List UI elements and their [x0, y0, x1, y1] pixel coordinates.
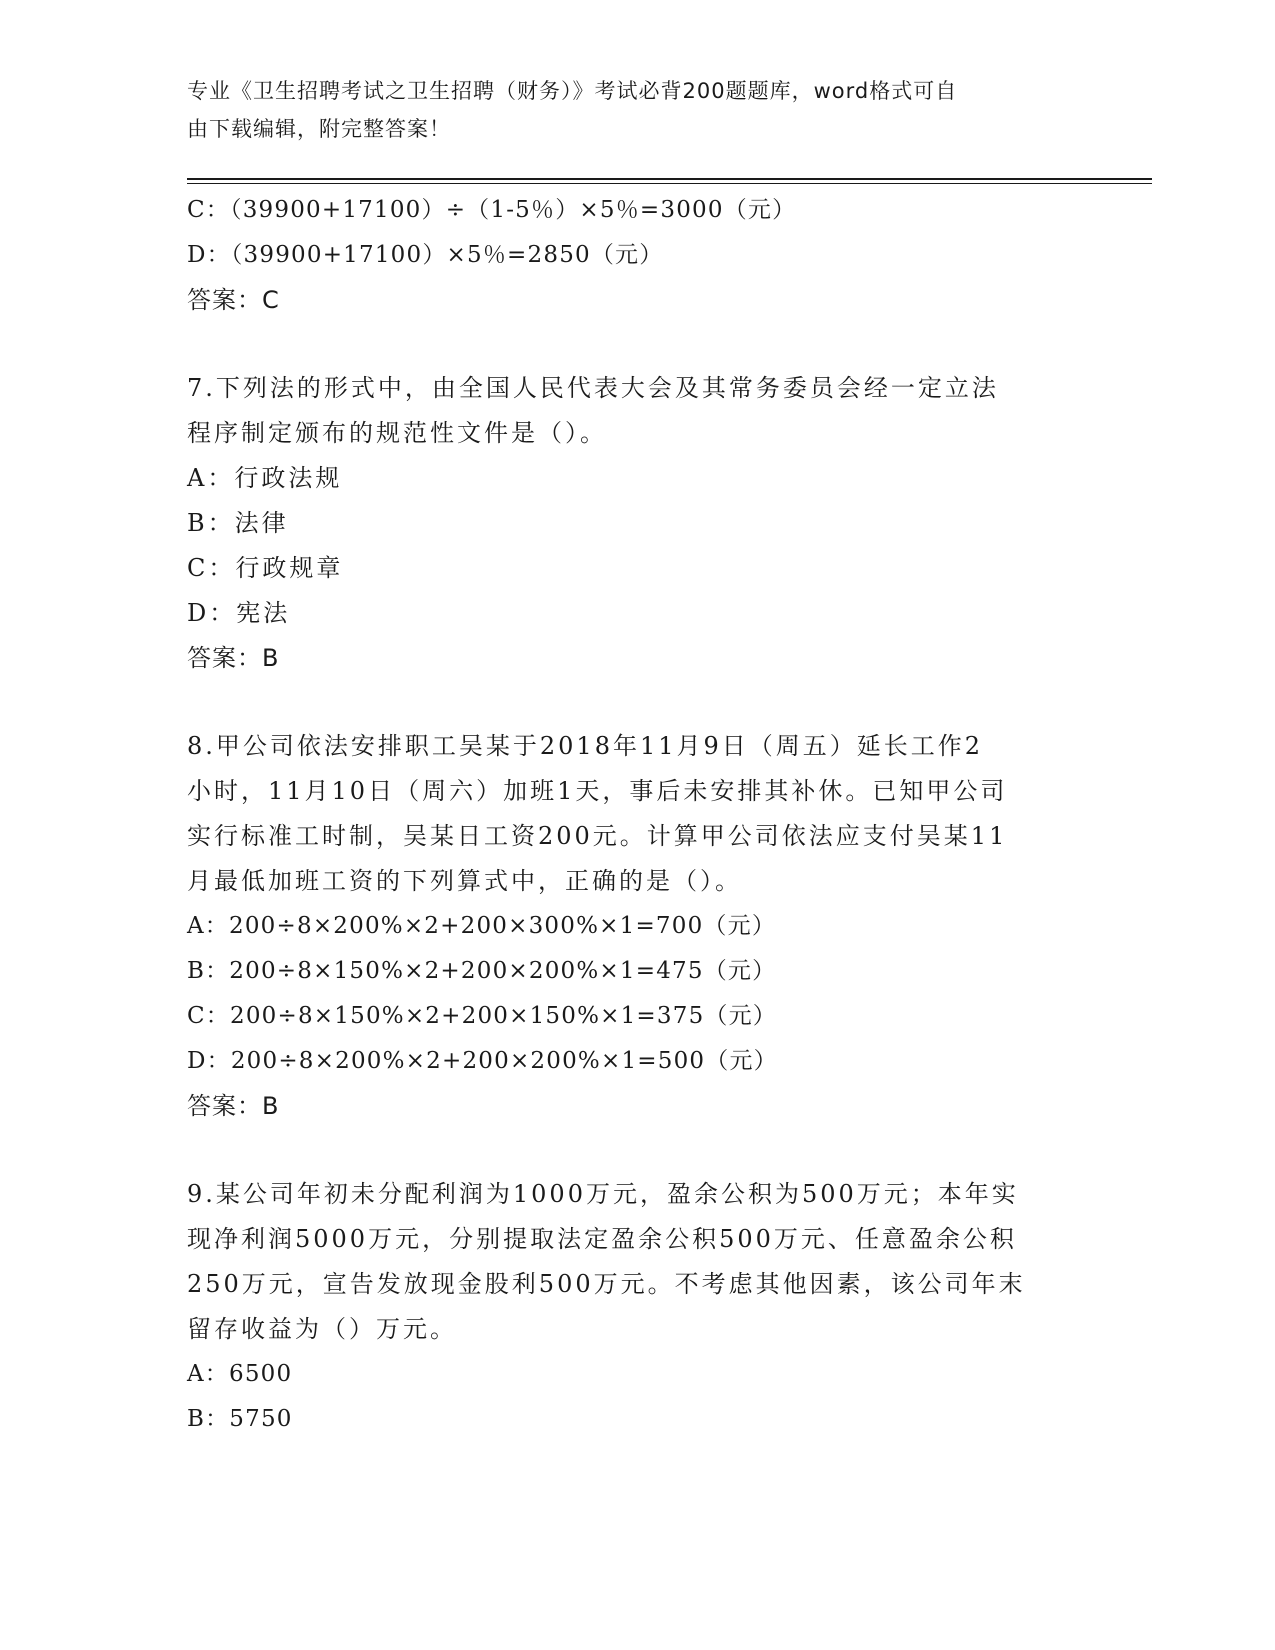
option-c: C：行政规章	[187, 554, 344, 582]
option-b: B：5750	[187, 1406, 293, 1432]
question-text: 现净利润5000万元，分别提取法定盈余公积500万元、任意盈余公积	[187, 1225, 1017, 1253]
answer: 答案：B	[187, 644, 280, 672]
header-line-1: 专业《卫生招聘考试之卫生招聘（财务）》考试必背200题题库，word格式可自	[187, 79, 958, 103]
question-text: 9.某公司年初未分配利润为1000万元，盈余公积为500万元；本年实	[187, 1180, 1019, 1208]
option-d: D：（39900+17100）×5％=2850（元）	[187, 242, 664, 268]
question-text: 8.甲公司依法安排职工吴某于2018年11月9日（周五）延长工作2	[187, 732, 984, 760]
question-text: 程序制定颁布的规范性文件是（）。	[187, 419, 607, 447]
question-text: 月最低加班工资的下列算式中，正确的是（）。	[187, 867, 742, 895]
question-text: 7.下列法的形式中，由全国人民代表大会及其常务委员会经一定立法	[187, 374, 999, 402]
document-header	[187, 72, 1067, 148]
spacer	[187, 323, 1087, 366]
question-8	[187, 724, 1087, 1129]
question-text: 留存收益为（）万元。	[187, 1315, 457, 1343]
option-b: B：200÷8×150%×2+200×200%×1=475（元）	[187, 958, 777, 984]
header-divider-thick	[187, 178, 1152, 180]
option-a: A：200÷8×200%×2+200×300%×1=700（元）	[187, 913, 777, 939]
question-text: 实行标准工时制，吴某日工资200元。计算甲公司依法应支付吴某11	[187, 822, 1008, 850]
option-a: A：6500	[187, 1361, 293, 1387]
document-body	[187, 188, 1087, 1442]
question-text: 小时，11月10日（周六）加班1天，事后未安排其补休。已知甲公司	[187, 777, 1008, 805]
spacer	[187, 1129, 1087, 1172]
option-b: B：法律	[187, 509, 289, 537]
answer: 答案：C	[187, 286, 280, 314]
question-9	[187, 1172, 1087, 1442]
question-6	[187, 188, 1087, 323]
option-a: A：行政法规	[187, 464, 343, 492]
question-7	[187, 366, 1087, 681]
option-d: D：宪法	[187, 599, 291, 627]
header-divider-thin	[187, 183, 1152, 184]
question-text: 250万元，宣告发放现金股利500万元。不考虑其他因素，该公司年末	[187, 1270, 1026, 1298]
option-c: C：200÷8×150%×2+200×150%×1=375（元）	[187, 1003, 778, 1029]
header-line-2: 由下载编辑，附完整答案！	[187, 117, 451, 141]
option-c: C：（39900+17100）÷（1-5％）×5％=3000（元）	[187, 197, 797, 223]
spacer	[187, 681, 1087, 724]
option-d: D：200÷8×200%×2+200×200%×1=500（元）	[187, 1048, 778, 1074]
answer: 答案：B	[187, 1092, 280, 1120]
